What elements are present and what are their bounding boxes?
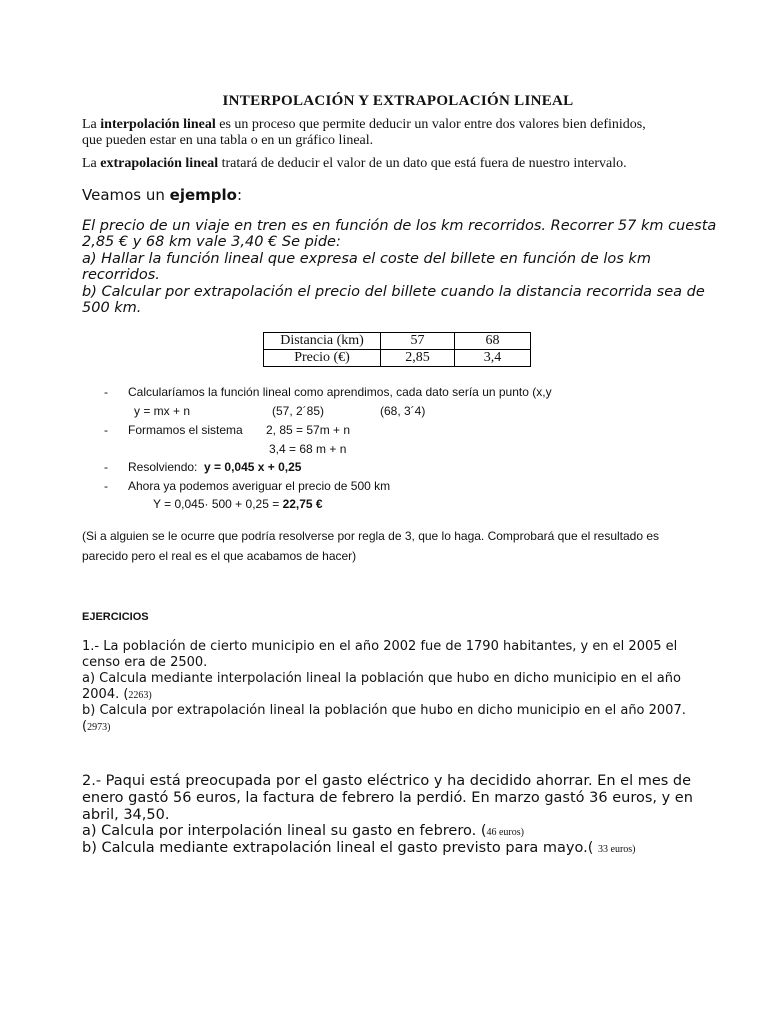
example-line: 2,85 € y 68 km vale 3,40 € Se pide:: [82, 234, 341, 250]
example-line: 500 km.: [82, 300, 142, 316]
solution-step-4: Ahora ya podemos averiguar el precio de 500 km: [128, 479, 391, 493]
exercise-1-line: [82, 719, 110, 736]
exercise-2-line: [82, 840, 636, 858]
table-cell: 68: [455, 333, 531, 350]
term-interpolacion: interpolación lineal: [100, 117, 216, 132]
solution-step-2: Formamos el sistema: [128, 423, 243, 437]
equation: 2, 85 = 57m + n: [266, 423, 351, 437]
term-extrapolacion: extrapolación lineal: [100, 156, 219, 171]
text: La: [82, 117, 101, 132]
exercise-2-line: enero gastó 56 euros, la factura de febrero la perdió. En marzo gastó 36 euros, y en: [82, 790, 693, 806]
final-result: 22,75 €: [282, 497, 323, 511]
equation: y = mx + n: [134, 404, 191, 418]
text: La: [82, 156, 101, 171]
solution-step-1: Calcularíamos la función lineal como aprendimos, cada dato sería un punto (x,y: [128, 385, 552, 399]
exercise-2-line: [82, 823, 524, 841]
table-cell: 3,4: [455, 350, 531, 367]
example-line: a) Hallar la función lineal que expresa el coste del billete en función de los km: [82, 251, 651, 267]
bullet-dash: -: [104, 385, 108, 399]
bullet-dash: -: [104, 479, 108, 493]
solution-step-3: [128, 460, 301, 474]
answer: 33 euros): [598, 844, 636, 855]
table-cell: 57: [381, 333, 455, 350]
page-title: INTERPOLACIÓN Y EXTRAPOLACIÓN LINEAL: [222, 93, 574, 109]
note-line: (Si a alguien se le ocurre que podría resolverse por regla de 3, que lo haga. Comprobará que el resultado es: [82, 529, 660, 543]
example-line: b) Calcular por extrapolación el precio del billete cuando la distancia recorrida sea de: [82, 284, 705, 300]
text: Y = 0,045· 500 + 0,25 =: [153, 497, 283, 511]
result-function: y = 0,045 x + 0,25: [204, 460, 302, 474]
exercise-1-line: censo era de 2500.: [82, 655, 208, 670]
bullet-dash: -: [104, 423, 108, 437]
table-row: [264, 350, 531, 367]
text: Resolviendo:: [128, 460, 198, 474]
exercises-heading: EJERCICIOS: [82, 611, 149, 623]
answer: 2263): [128, 690, 152, 701]
intro-paragraph-1-line2: que pueden estar en una tabla o en un gráfico lineal.: [82, 133, 374, 148]
exercise-2-line: abril, 34,50.: [82, 807, 170, 823]
text: tratará de deducir el valor de un dato que está fuera de nuestro intervalo.: [218, 156, 627, 171]
note-line: parecido pero el real es el que acabamos de hacer): [82, 549, 357, 563]
text: b) Calcula mediante extrapolación lineal el gasto previsto para mayo.(: [82, 840, 598, 856]
equation: 3,4 = 68 m + n: [269, 442, 347, 456]
intro-paragraph-2: [82, 156, 627, 172]
example-heading: [82, 186, 242, 204]
table-cell: Distancia (km): [264, 333, 381, 350]
text: Veamos un: [82, 186, 170, 204]
bullet-dash: -: [104, 460, 108, 474]
table-cell: 2,85: [381, 350, 455, 367]
point-2: (68, 3´4): [380, 404, 426, 418]
exercise-1-line: [82, 687, 152, 704]
exercise-1-line: 1.- La población de cierto municipio en el año 2002 fue de 1790 habitantes, y en el 2005 el: [82, 639, 678, 654]
example-line: recorridos.: [82, 267, 160, 283]
exercise-2-line: 2.- Paqui está preocupada por el gasto eléctrico y ha decidido ahorrar. En el mes de: [82, 773, 692, 789]
text: 2004. (: [82, 687, 129, 702]
example-line: El precio de un viaje en tren es en función de los km recorridos. Recorrer 57 km cuesta: [82, 218, 717, 234]
answer: 46 euros): [486, 827, 524, 838]
final-equation: [153, 497, 323, 511]
table-row: [264, 333, 531, 350]
point-1: (57, 2´85): [272, 404, 325, 418]
exercise-1-line: a) Calcula mediante interpolación lineal la población que hubo en dicho municipio en el año: [82, 671, 681, 686]
text: (: [82, 719, 88, 734]
text: :: [236, 186, 243, 204]
data-table: [263, 332, 531, 367]
intro-paragraph-1: [82, 117, 646, 133]
answer: 2973): [87, 722, 111, 733]
exercise-1-line: b) Calcula por extrapolación lineal la población que hubo en dicho municipio en el año 2007.: [82, 703, 686, 718]
text: a) Calcula por interpolación lineal su gasto en febrero. (: [82, 823, 487, 839]
text-bold: ejemplo: [169, 186, 237, 204]
table-cell: Precio (€): [264, 350, 381, 367]
text: es un proceso que permite deducir un valor entre dos valores bien definidos,: [215, 117, 646, 132]
